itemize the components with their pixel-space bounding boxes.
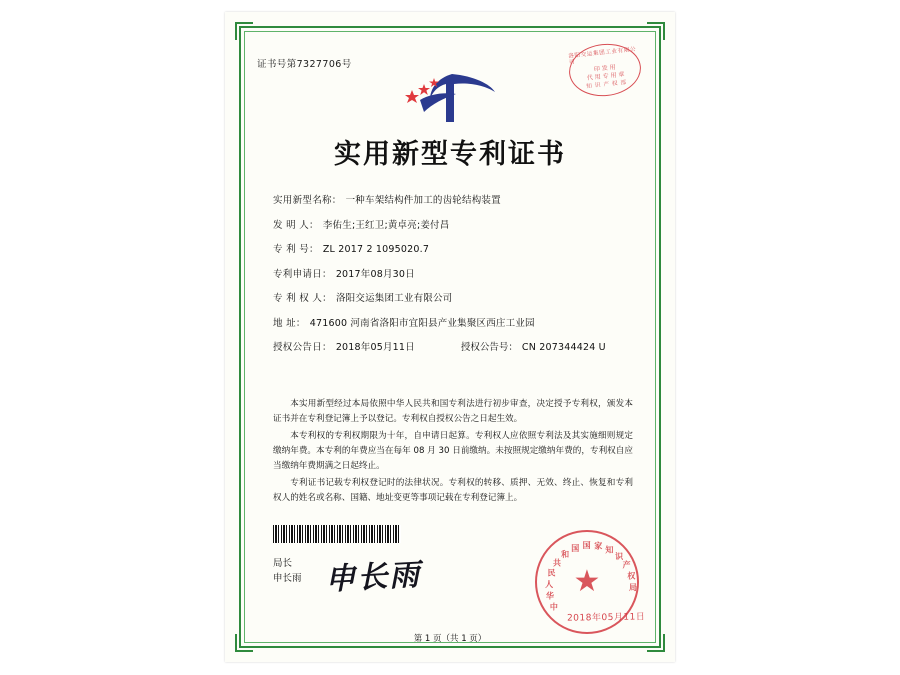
star-icon: ★ <box>573 564 601 599</box>
field-value: 一种车架结构件加工的齿轮结构装置 <box>345 195 501 206</box>
barcode <box>273 525 401 543</box>
field-row-patentee <box>273 290 635 304</box>
signature-block <box>273 557 302 586</box>
field-label: 专利申请日： <box>273 268 332 280</box>
seal-ring-text: 中 华 人 民 共 和 国 国 家 知 识 产 权 局 <box>545 541 637 612</box>
body-paragraph-2: 本专利权的专利权期限为十年，自申请日起算。专利权人应依照专利法及其实施细则规定缴纳年费。本专利的年费应当在每年 08 月 30 日前缴纳。未按照规定缴纳年费的，专利权自应当缴纳年费期满之日起终止。 <box>273 431 633 472</box>
body-paragraph-1: 本实用新型经过本局依照中华人民共和国专利法进行初步审查，决定授予专利权，颁发本证书并在专利登记簿上予以登记。专利权自授权公告之日起生效。 <box>273 399 633 425</box>
field-value: 471600 河南省洛阳市宜阳县产业集聚区西庄工业园 <box>309 317 535 329</box>
patent-certificate <box>225 12 675 662</box>
director-title-label: 局长 <box>273 558 293 569</box>
oval-seal-arc-top: 洛阳交运集团工业有限公司 <box>568 46 637 66</box>
page-footer: 第 1 页（共 1 页） <box>413 634 487 644</box>
grant-number-label: 授权公告号： <box>460 342 518 353</box>
border-corner-top-right <box>647 22 665 40</box>
field-row-utility-model-name <box>273 192 635 206</box>
field-label: 发 明 人： <box>273 219 319 231</box>
seal-date: 2018年05月11日 <box>566 612 646 624</box>
field-row-inventors <box>273 217 635 231</box>
certificate-fields <box>273 192 635 364</box>
emblem-graphic <box>390 70 510 130</box>
border-corner-top-left <box>235 22 253 40</box>
field-row-address <box>273 315 635 329</box>
legal-body-text <box>273 397 633 508</box>
field-label: 专 利 权 人： <box>273 293 332 304</box>
grant-number-value: CN 207344424 U <box>521 342 606 353</box>
field-label: 地 址： <box>273 317 306 329</box>
oval-seal-line-2: 代 用 专 用 章 <box>586 70 625 82</box>
field-label: 专 利 号： <box>273 244 319 255</box>
page-title: 实用新型专利证书 <box>334 139 566 170</box>
oval-seal-arc-bottom: 知 识 产 权 部 <box>586 80 628 91</box>
field-value: 洛阳交运集团工业有限公司 <box>335 293 453 304</box>
grant-date-value: 2018年05月11日 <box>335 342 415 353</box>
director-name-label: 申长雨 <box>273 572 302 584</box>
field-row-patent-number <box>273 241 635 255</box>
field-value: ZL 2017 2 1095020.7 <box>322 244 430 255</box>
field-row-grant-announcement <box>273 339 635 353</box>
patent-office-emblem <box>225 70 675 132</box>
handwritten-signature: 申长雨 <box>324 557 423 598</box>
certificate-number: 证书号第7327706号 <box>257 59 352 70</box>
field-value: 2017年08月30日 <box>335 268 415 280</box>
oval-seal-line-1: 印 发 用 <box>593 64 617 74</box>
grant-date-label: 授权公告日： <box>273 342 332 353</box>
field-value: 李佑生;王红卫;黄卓亮;姜付昌 <box>322 219 450 231</box>
field-row-application-date <box>273 266 635 280</box>
body-paragraph-3: 专利证书记载专利权登记时的法律状况。专利权的转移、质押、无效、终止、恢复和专利权人的姓名或名称、国籍、地址变更等事项记载在专利登记簿上。 <box>273 478 633 504</box>
field-label: 实用新型名称： <box>273 195 342 206</box>
